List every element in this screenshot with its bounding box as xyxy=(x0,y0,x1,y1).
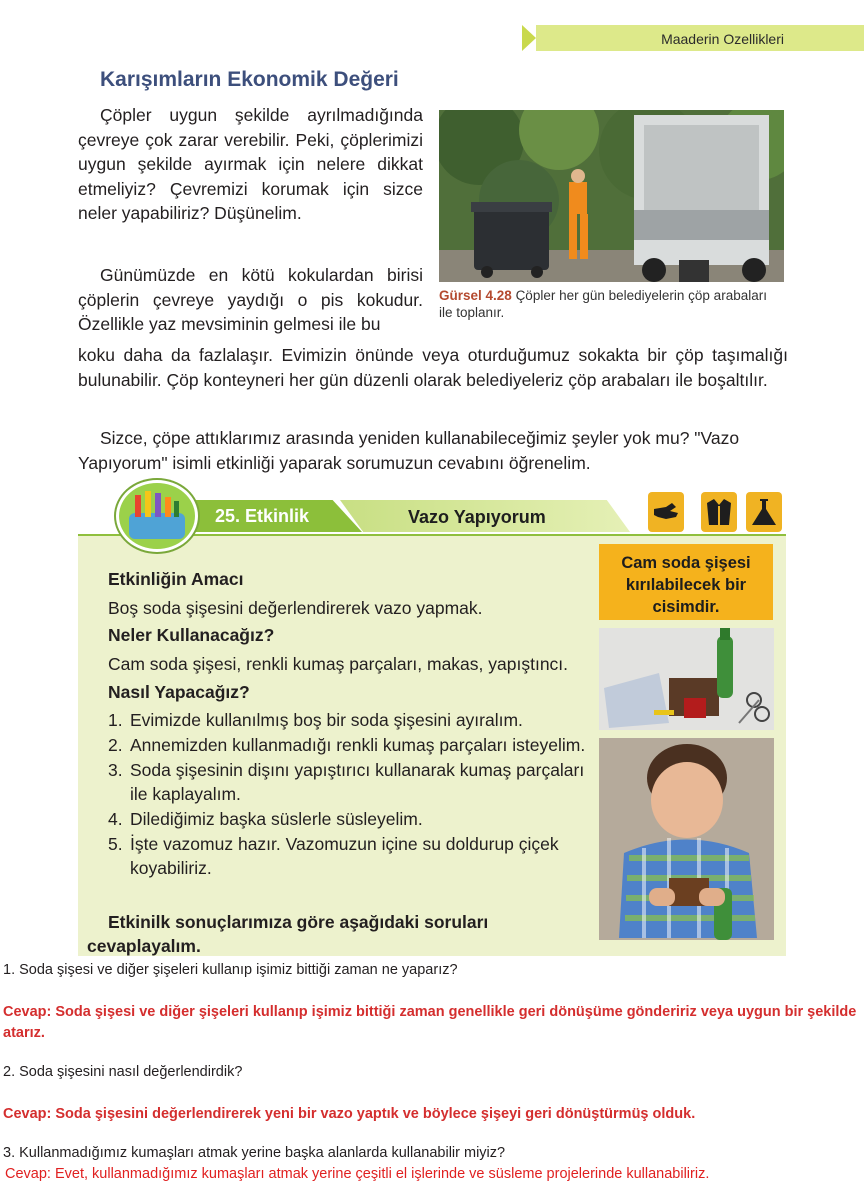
result-text: Etkinilk sonuçlarımıza göre aşağıdaki soruları cevaplayalım. xyxy=(87,912,489,956)
lab-coat-icon xyxy=(701,492,737,532)
hand-pointing-icon xyxy=(648,492,684,532)
aim-heading: Etkinliğin Amacı xyxy=(108,569,244,589)
activity-title: Vazo Yapıyorum xyxy=(408,507,546,527)
step-text: İşte vazomuz hazır. Vazomuzun içine su doldurup çiçek koyabiliriz. xyxy=(130,834,559,878)
step-number: 2. xyxy=(108,735,123,755)
section-title: Karışımların Ekonomik Değeri xyxy=(100,68,399,91)
question-3: 3. Kullanmadığımız kumaşları atmak yerine başka alanlarda kullanabilir miyiz? xyxy=(3,1145,506,1161)
step-item xyxy=(108,733,588,757)
garbage-truck-photo xyxy=(439,110,784,282)
materials-photo xyxy=(599,628,774,730)
step-number: 3. xyxy=(108,760,123,780)
step-number: 4. xyxy=(108,809,123,829)
answer-2: Cevap: Soda şişesini değerlendirerek yeni bir vazo yaptık ve böylece şişeyi geri dönüştürmüş olduk. xyxy=(3,1106,696,1122)
intro-paragraph xyxy=(78,103,423,226)
how-heading: Nasıl Yapacağız? xyxy=(108,682,250,702)
step-text: Annemizden kullanmadığı renkli kumaş parçaları isteyelim. xyxy=(130,735,586,755)
intro-text: Çöpler uygun şekilde ayrılmadığında çevreye çok zarar verebilir. Peki, çöplerimizi uygun şekilde ayırmak için nelere dikkat etmeliyiz? Çevremizi korumak için sizce neler yapabiliriz? Düşünelim. xyxy=(78,105,423,223)
chapter-title: Maaderin Ozellikleri xyxy=(661,31,784,47)
question-2: 2. Soda şişesini nasıl değerlendirdik? xyxy=(3,1064,243,1080)
step-number: 5. xyxy=(108,834,123,854)
materials-text: Cam soda şişesi, renkli kumaş parçaları, makas, yapıştıncı. xyxy=(108,654,569,674)
boy-making-vase-photo xyxy=(599,738,774,940)
answer-3: Cevap: Evet, kullanmadığımız kumaşları atmak yerine çeşitli el işlerinde ve süsleme projelerinde kullanabiliriz. xyxy=(5,1166,710,1182)
activity-logo-icon xyxy=(116,480,198,552)
chapter-header-tab xyxy=(522,25,864,51)
safety-warning-box: Cam soda şişesi kırılabilecek bir cisimdir. xyxy=(599,544,773,620)
flask-icon xyxy=(746,492,782,532)
step-text: Soda şişesinin dişını yapıştırıcı kullanarak kumaş parçaları ile kaplayalım. xyxy=(130,760,585,804)
step-text: Dilediğimiz başka süslerle süsleyelim. xyxy=(130,809,423,829)
paragraph-2-top xyxy=(78,263,423,337)
step-item xyxy=(108,708,588,732)
paragraph-3 xyxy=(78,426,788,475)
steps-list xyxy=(108,708,588,881)
paragraph-2-top-text: Günümüzde en kötü kokulardan birisi çöplerin çevreye yaydığı o pis kokudur. Özellikle yaz mevsiminin gelmesi ile bu xyxy=(78,265,423,334)
step-item xyxy=(108,807,588,831)
paragraph-2-bottom: koku daha da fazlalaşır. Evimizin önünde veya oturduğumuz sokakta bir çöp taşımalığı bulunabilir. Çöp konteyneri her gün düzenli olarak belediyeleriz çöp arabaları ile boşaltılır. xyxy=(78,345,788,390)
figure-caption-text: Çöpler her gün belediyelerin çöp arabaları ile toplanır. xyxy=(439,288,767,320)
question-1: 1. Soda şişesi ve diğer şişeleri kullanıp işimiz bittiği zaman ne yaparız? xyxy=(3,962,458,978)
step-number: 1. xyxy=(108,710,123,730)
answer-1: Cevap: Soda şişesi ve diğer şişeleri kullanıp işimiz bittiği zaman genellikle geri dönüşüme göndeririz veya uygun bir şekilde atarız. xyxy=(3,1004,857,1041)
step-text: Evimizde kullanılmış boş bir soda şişesini ayıralım. xyxy=(130,710,523,730)
figure-caption xyxy=(439,287,784,321)
materials-heading: Neler Kullanacağız? xyxy=(108,625,275,645)
aim-text: Boş soda şişesini değerlendirerek vazo yapmak. xyxy=(108,598,483,618)
figure-label: Gürsel 4.28 xyxy=(439,288,512,303)
step-item xyxy=(108,758,588,806)
step-item xyxy=(108,832,588,880)
paragraph-3-text: Sizce, çöpe attıklarımız arasında yeniden kullanabileceğimiz şeyler yok mu? "Vazo Yapıyorum" isimli etkinliği yaparak sorumuzun cevabını öğrenelim. xyxy=(78,428,740,473)
activity-number: 25. Etkinlik xyxy=(215,506,310,526)
result-instruction xyxy=(87,910,587,958)
header-arrow xyxy=(522,25,536,51)
